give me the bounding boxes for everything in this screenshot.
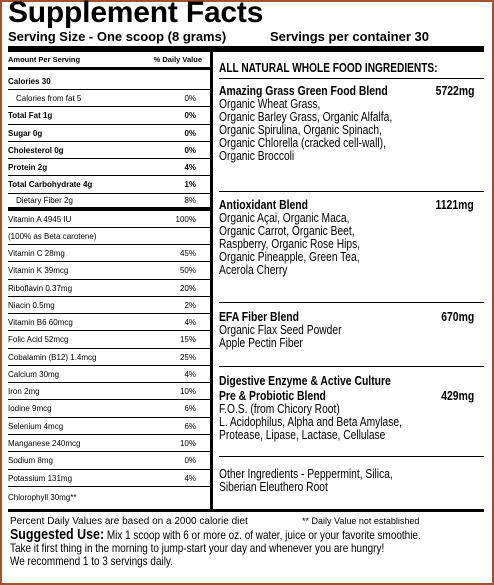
nutrient-name: Calories 30 — [8, 76, 51, 86]
nutrient-row — [8, 418, 210, 435]
nutrient-row — [8, 383, 210, 400]
nutrient-dv: 0% — [184, 111, 196, 120]
ingredients-heading: ALL NATURAL WHOLE FOOD INGREDIENTS: — [219, 60, 438, 75]
ingredients-separator — [219, 78, 484, 79]
blend-digestive — [219, 373, 484, 442]
nutrient-row — [8, 297, 210, 314]
suggested-use — [10, 528, 421, 568]
nutrient-name: Total Fat 1g — [8, 111, 53, 120]
nutrient-row — [8, 159, 210, 176]
suggested-label: Suggested Use: — [10, 526, 105, 543]
blend-title: Digestive Enzyme & Active Culture — [219, 373, 391, 388]
nutrient-name: Cobalamin (B12) 1.4mcg — [8, 352, 97, 362]
blend-line: Organic Pineapple, Green Tea, — [219, 250, 360, 264]
blend-title: Antioxidant Blend — [219, 197, 308, 212]
nutrient-dv: 0% — [184, 456, 196, 465]
blend-line: Raspberry, Organic Rose Hips, — [219, 237, 361, 251]
blend-line: F.O.S. (from Chicory Root) — [219, 402, 340, 416]
suggested-text: Mix 1 scoop with 6 or more oz. of water, juice or your favorite smoothie. — [106, 528, 421, 542]
nutrient-table — [8, 52, 210, 510]
nutrient-row — [8, 73, 210, 90]
blend-line: Organic Spirulina, Organic Spinach, — [219, 123, 382, 137]
nutrient-name: Iron 2mg — [8, 386, 40, 396]
nutrient-dv: 4% — [184, 473, 196, 483]
nutrient-row — [8, 176, 210, 194]
nutrient-dv: 10% — [179, 438, 196, 448]
nutrient-name: Calories from fat 5 — [16, 93, 82, 103]
servings-per-container: Servings per container 30 — [270, 29, 429, 44]
nutrient-row — [8, 366, 210, 383]
nutrient-row — [8, 142, 210, 159]
percent-note: Percent Daily Values are based on a 2000 calorie diet — [10, 516, 248, 527]
amount-header: Amount Per Serving — [8, 55, 81, 64]
blend-amount: 429mg — [441, 388, 474, 403]
blend-separator — [219, 366, 484, 367]
nutrient-row — [8, 435, 210, 452]
nutrient-row — [8, 470, 210, 487]
nutrient-name: Niacin 0.5mg — [8, 300, 55, 310]
nutrient-row — [8, 194, 210, 211]
nutrient-dv: 1% — [184, 180, 196, 189]
nutrient-name: Vitamin B6 60mcg — [8, 317, 73, 327]
nutrient-name: Dietary Fiber 2g — [16, 196, 73, 205]
nutrient-dv: 8% — [184, 196, 196, 205]
blend-line: Protease, Lipase, Lactase, Cellulase — [219, 428, 386, 442]
blend-line: Organic Chlorella (cracked cell-wall), — [219, 136, 386, 150]
label-title: Supplement Facts — [8, 0, 264, 29]
nutrient-name: Potassium 131mg — [8, 473, 73, 483]
blend-line: Organic Broccoli — [219, 149, 295, 163]
blend-line: Acerola Cherry — [219, 263, 288, 277]
nutrient-row — [8, 211, 210, 228]
serving-size: Serving Size - One scoop (8 grams) — [8, 29, 227, 44]
nutrient-name: Vitamin A 4945 IU — [8, 214, 72, 224]
nutrient-dv: 10% — [179, 386, 196, 396]
nutrient-name: Cholesterol 0g — [8, 145, 64, 155]
nutrient-name: Iodine 9mcg — [8, 404, 52, 413]
nutrient-dv: 0% — [184, 128, 196, 138]
nutrient-dv: 4% — [184, 369, 196, 379]
blend-separator — [219, 191, 484, 192]
blend-line: L. Acidophilus, Alpha and Beta Amylase, — [219, 415, 402, 429]
blend-green-food — [219, 83, 484, 163]
nutrient-name: Folic Acid 52mcg — [8, 335, 69, 344]
nutrient-name: Total Carbohydrate 4g — [8, 180, 93, 189]
nutrient-row — [8, 400, 210, 418]
other-line: Siberian Eleuthero Root — [219, 480, 328, 494]
nutrient-dv: 4% — [184, 317, 196, 327]
table-header — [8, 52, 210, 70]
nutrient-row — [8, 245, 210, 262]
nutrient-row — [8, 125, 210, 142]
blend-antioxidant — [219, 197, 484, 277]
other-line: Other Ingredients - Peppermint, Silica, — [219, 467, 393, 481]
nutrient-dv: 6% — [184, 421, 196, 431]
nutrient-dv: 25% — [179, 352, 196, 362]
nutrient-row — [8, 452, 210, 470]
nutrient-name: Manganese 240mcg — [8, 438, 81, 448]
dv-note: ** Daily Value not established — [302, 516, 420, 526]
dv-header: % Daily Value — [153, 55, 202, 64]
nutrient-dv: 100% — [175, 214, 196, 224]
nutrient-row — [8, 349, 210, 366]
blend-amount: 670mg — [441, 309, 474, 324]
nutrient-dv: 45% — [179, 248, 196, 258]
nutrient-name: Sodium 8mg — [8, 456, 53, 465]
nutrient-row — [8, 228, 210, 245]
blend-title-2: Pre & Probiotic Blend — [219, 388, 326, 403]
nutrient-name: Sugar 0g — [8, 128, 43, 138]
nutrient-name: Riboflavin 0.37mg — [8, 283, 73, 293]
blend-efa-fiber — [219, 309, 484, 350]
column-divider — [210, 52, 213, 510]
nutrient-dv: 4% — [184, 162, 196, 172]
nutrient-dv: 2% — [184, 300, 196, 310]
blend-separator — [219, 302, 484, 303]
nutrient-name: Vitamin C 28mg — [8, 248, 65, 258]
other-ingredients — [219, 468, 484, 494]
nutrient-row — [8, 331, 210, 349]
bottom-divider — [8, 509, 484, 512]
blend-line: Organic Flax Seed Powder — [219, 323, 342, 337]
blend-title: Amazing Grass Green Food Blend — [219, 83, 388, 98]
serving-info — [8, 29, 484, 44]
nutrient-dv: 0% — [184, 145, 196, 155]
nutrient-name: Calcium 30mg — [8, 369, 60, 379]
nutrient-dv: 50% — [179, 266, 196, 275]
suggested-line-3: We recommend 1 to 3 servings daily. — [10, 554, 173, 568]
nutrient-row — [8, 90, 210, 107]
nutrient-row — [8, 262, 210, 280]
blend-title: EFA Fiber Blend — [219, 309, 299, 324]
blend-amount: 5722mg — [435, 83, 474, 98]
nutrient-dv: 6% — [184, 404, 196, 413]
nutrient-row — [8, 314, 210, 331]
nutrient-name: Chlorophyll 30mg** — [8, 492, 77, 502]
blend-amount: 1121mg — [435, 197, 474, 212]
nutrient-name: Protein 2g — [8, 162, 48, 172]
nutrient-dv: 0% — [184, 93, 196, 103]
nutrient-row — [8, 280, 210, 297]
nutrient-row — [8, 107, 210, 125]
blend-separator — [219, 456, 484, 457]
suggested-line-2: Take it first thing in the morning to jump-start your day and whenever you are hungry! — [10, 541, 385, 555]
nutrient-dv: 20% — [179, 283, 196, 293]
nutrient-name: (100% as Beta carotene) — [8, 231, 97, 241]
blend-line: Organic Açai, Organic Maca, — [219, 211, 350, 225]
blend-line: Organic Carrot, Organic Beet, — [219, 224, 355, 238]
nutrient-name: Selenium 4mcg — [8, 421, 64, 431]
blend-line: Organic Wheat Grass, — [219, 97, 321, 111]
nutrient-name: Vitamin K 39mcg — [8, 266, 69, 275]
blend-line: Organic Barley Grass, Organic Alfalfa, — [219, 110, 393, 124]
nutrient-dv: 15% — [179, 335, 196, 344]
blend-line: Apple Pectin Fiber — [219, 336, 303, 350]
nutrient-row — [8, 487, 210, 507]
